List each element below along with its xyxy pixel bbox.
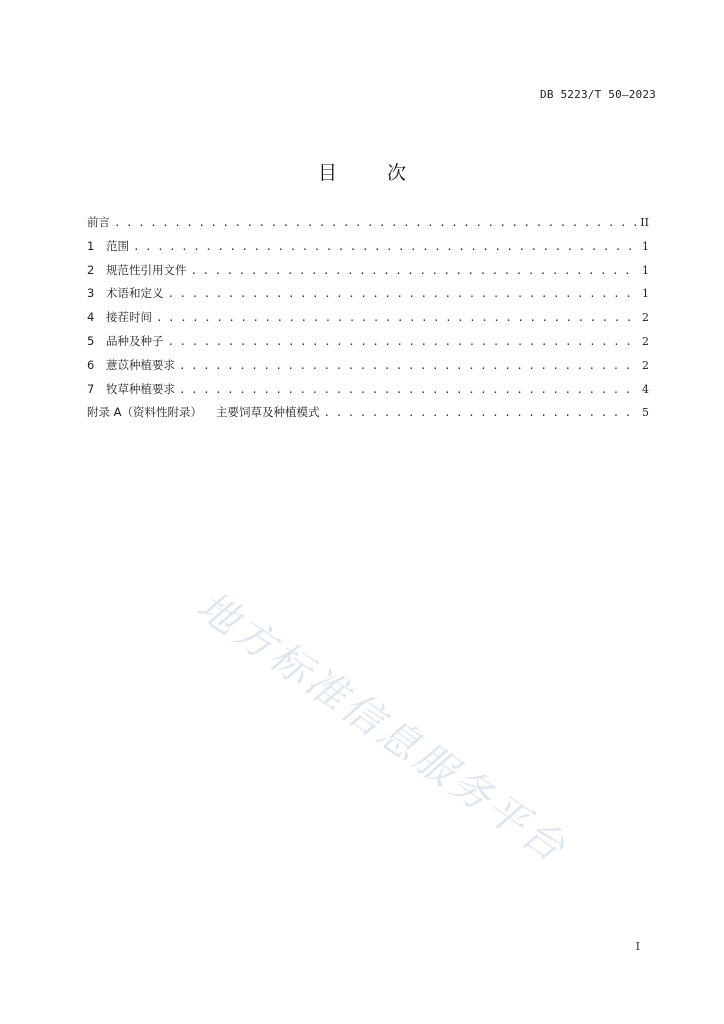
toc-dot-leader [179,359,637,372]
toc-entry-forage-planting[interactable] [87,381,649,405]
toc-entry-label: 术语和定义 [106,286,164,301]
toc-dot-leader [324,406,637,419]
toc-entry-number: 2 [87,262,95,277]
toc-entry-appendix-a[interactable] [87,404,649,428]
table-of-contents [87,214,649,428]
toc-entry-page: 2 [642,334,649,348]
toc-dot-leader [156,311,637,324]
toc-entry-page: 2 [642,358,649,372]
toc-entry-number: 5 [87,333,95,348]
toc-entry-page: 2 [642,311,649,325]
toc-entry-label: 牧草种植要求 [106,381,175,396]
toc-entry-label [87,404,320,420]
toc-entry-label: 品种及种子 [106,333,164,348]
toc-entry-terms-definitions[interactable] [87,285,649,309]
toc-dot-leader [168,287,638,300]
toc-entry-label: 范围 [106,238,129,253]
toc-entry-page: 4 [642,382,649,396]
toc-title: 目 次 [317,162,429,184]
toc-entry-number: 4 [87,310,95,325]
toc-entry-varieties-seeds[interactable] [87,333,649,357]
toc-dot-leader [168,335,638,348]
page-number: I [635,940,640,953]
appendix-prefix: 附录 A（资料性附录） [87,405,203,420]
toc-entry-number: 3 [87,286,95,301]
toc-entry-label: 前言 [87,215,110,229]
toc-entry-normative-references[interactable] [87,262,649,286]
watermark: 地方标准信息服务平台 [188,582,576,873]
toc-entry-page: 1 [642,263,649,277]
toc-entry-number: 1 [87,238,95,253]
toc-entry-number: 7 [87,381,95,396]
toc-entry-scope[interactable] [87,238,649,262]
toc-entry-page: 5 [642,406,649,420]
toc-entry-page: 1 [642,287,649,301]
appendix-title: 主要饲草及种植模式 [216,405,320,420]
standard-code: DB 5223/T 50—2023 [540,88,656,101]
toc-entry-label: 薏苡种植要求 [106,357,175,372]
toc-entry-label: 规范性引用文件 [106,262,187,277]
toc-entry-label: 接茬时间 [106,310,152,325]
toc-entry-foreword[interactable] [87,214,649,238]
toc-dot-leader [114,216,636,229]
toc-entry-number: 6 [87,357,95,372]
toc-entry-rotation-time[interactable] [87,309,649,333]
toc-entry-page: 1 [642,239,649,253]
toc-entry-coix-planting[interactable] [87,357,649,381]
toc-entry-page: II [640,216,649,229]
toc-dot-leader [191,264,638,277]
toc-dot-leader [133,240,637,253]
toc-dot-leader [179,383,637,396]
